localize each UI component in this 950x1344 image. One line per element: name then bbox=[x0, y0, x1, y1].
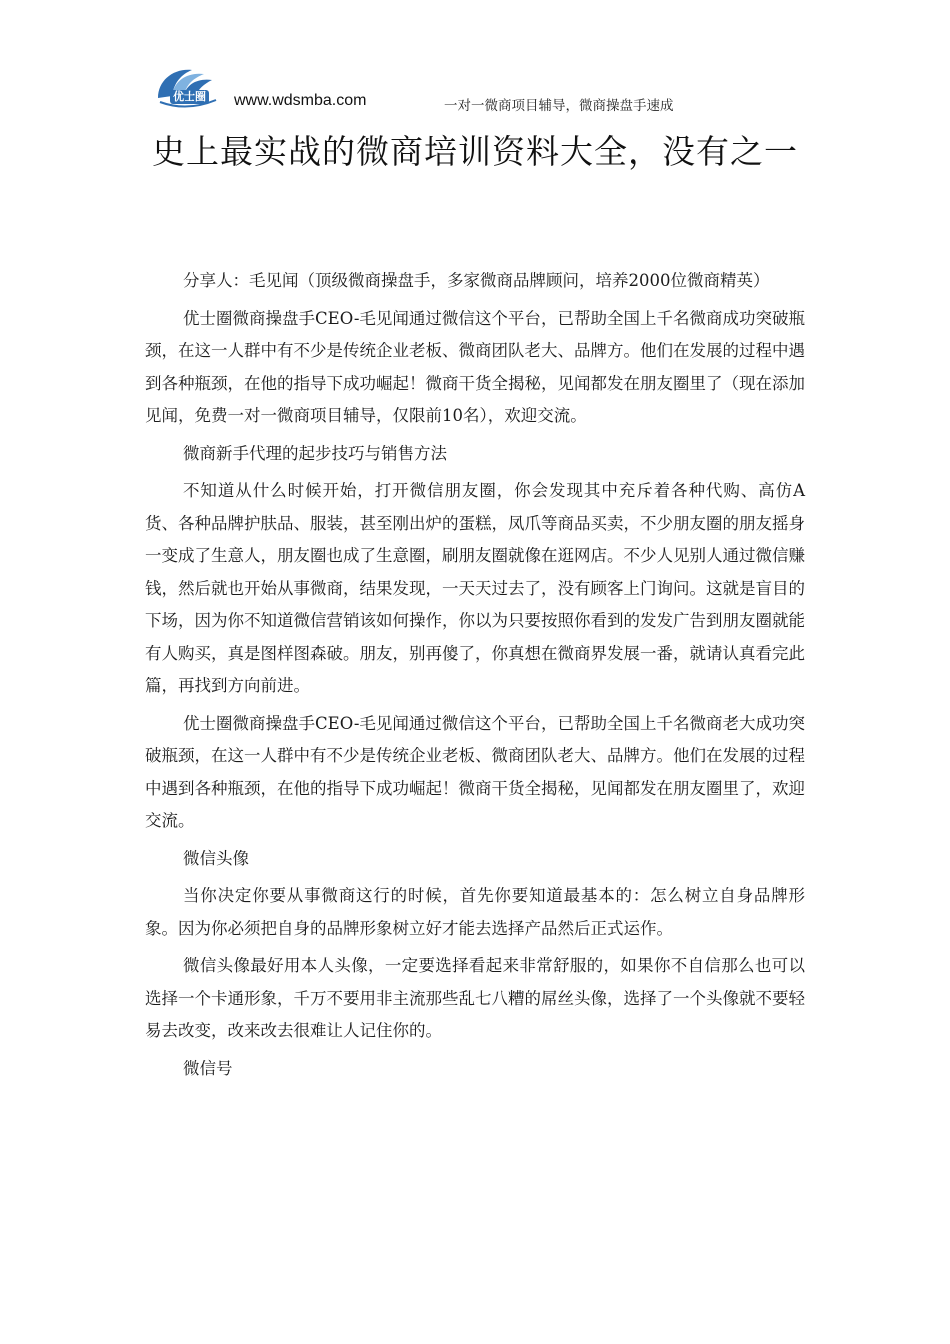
wdsmba-logo-icon bbox=[152, 62, 222, 112]
body-paragraph: 优士圈微商操盘手CEO-毛见闻通过微信这个平台，已帮助全国上千名微商老大成功突破瓶颈，在这一人群中有不少是传统企业老板、微商团队老大、品牌方。他们在发展的过程中遇到各种瓶颈，在他的指导下成功崛起！微商干货全揭秘，见闻都发在朋友圈里了，欢迎交流。 bbox=[145, 713, 805, 830]
document-body bbox=[145, 265, 805, 1090]
section-heading-wechat-id: 微信号 bbox=[183, 1058, 233, 1078]
body-paragraph: 微信头像最好用本人头像，一定要选择看起来非常舒服的，如果你不自信那么也可以选择一个卡通形象，千万不要用非主流那些乱七八糟的屌丝头像，选择了一个头像就不要轻易去改变，改来改去很难让人记住你的。 bbox=[145, 956, 805, 1040]
header-slogan: 一对一微商项目辅导，微商操盘手速成 bbox=[444, 98, 674, 114]
site-url: www.wdsmba.com bbox=[234, 92, 367, 109]
body-paragraph: 不知道从什么时候开始，打开微信朋友圈，你会发现其中充斥着各种代购、高仿A货、各种品牌护肤品、服装，甚至刚出炉的蛋糕，凤爪等商品买卖，不少朋友圈的朋友摇身一变成了生意人，朋友圈也成了生意圈，刷朋友圈就像在逛网店。不少人见别人通过微信赚钱，然后就也开始从事微商，结果发现，一天天过去了，没有顾客上门询问。这就是盲目的下场，因为你不知道微信营销该如何操作，你以为只要按照你看到的发发广告到朋友圈就能有人购买，真是图样图森破。朋友，别再傻了，你真想在微商界发展一番，就请认真看完此篇，再找到方向前进。 bbox=[145, 481, 805, 695]
page-header bbox=[148, 62, 808, 122]
sharer-paragraph: 分享人：毛见闻（顶级微商操盘手，多家微商品牌顾问，培养2000位微商精英） bbox=[183, 271, 770, 290]
logo-text: 优士圈 bbox=[170, 90, 209, 104]
document-title: 史上最实战的微商培训资料大全，没有之一 bbox=[152, 132, 798, 171]
section-heading-avatar: 微信头像 bbox=[183, 848, 249, 868]
intro-paragraph: 优士圈微商操盘手CEO-毛见闻通过微信这个平台，已帮助全国上千名微商成功突破瓶颈，在这一人群中有不少是传统企业老板、微商团队老大、品牌方。他们在发展的过程中遇到各种瓶颈，在他的指导下成功崛起！微商干货全揭秘，见闻都发在朋友圈里了（现在添加见闻，免费一对一微商项目辅导，仅限前10名），欢迎交流。 bbox=[145, 308, 805, 425]
body-paragraph: 当你决定你要从事微商这行的时候，首先你要知道最基本的：怎么树立自身品牌形象。因为你必须把自身的品牌形象树立好才能去选择产品然后正式运作。 bbox=[145, 886, 805, 938]
section-heading-newbie-tips: 微商新手代理的起步技巧与销售方法 bbox=[183, 443, 447, 463]
